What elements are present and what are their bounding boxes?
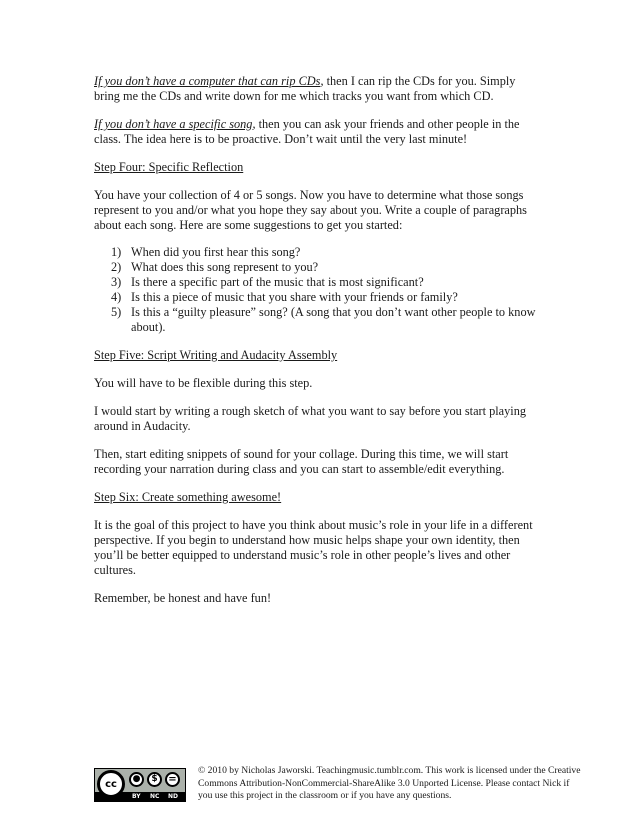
cc-logo-icon: cc (97, 770, 125, 798)
step-six-paragraph-1: It is the goal of this project to have you think about music’s role in your life in a different perspective. If you begin to understand how music helps shape your own identity, then you’ll be better equipped to understand music’s role in other people’s lives and other cultures. (94, 518, 533, 577)
noncommercial-icon: $ (147, 772, 162, 787)
by-label: BY (132, 793, 141, 800)
list-item-text: Is this a piece of music that you share with your friends or family? (131, 290, 458, 304)
nc-label: NC (150, 793, 160, 800)
suggestion-list (94, 245, 540, 335)
step-four-intro: You have your collection of 4 or 5 songs. Now you have to determine what those songs represent to you and/or what you hope they say about you. Write a couple of paragraphs about each song. Here are some suggestions to get you started: (94, 188, 527, 232)
step-five-paragraph-1: You will have to be flexible during this step. (94, 376, 313, 390)
paragraph-rip-cds (94, 74, 540, 104)
rip-cds-text: , then I can rip the CDs for you. Simply bring me the CDs and write down for me which tracks you want from which CD. (94, 74, 516, 103)
attribution-icon: ● (129, 772, 144, 787)
list-item (94, 260, 540, 275)
license-text: © 2010 by Nicholas Jaworski. Teachingmusic.tumblr.com. This work is licensed under the Creative Commons Attribution-NonCommercial-ShareAlike 3.0 Unported License. Please contact Nick if you use this project in the classroom or if you have any questions. (198, 765, 581, 801)
step-five-paragraph-2: I would start by writing a rough sketch of what you want to say before you start playing around in Audacity. (94, 404, 527, 433)
list-item (94, 305, 540, 335)
list-item-number: 5) (111, 305, 122, 319)
noderivatives-icon: = (165, 772, 180, 787)
paragraph-specific-song (94, 117, 540, 147)
list-item (94, 290, 540, 305)
list-item-number: 1) (111, 245, 122, 259)
list-item-number: 4) (111, 290, 122, 304)
footer (94, 765, 584, 807)
list-item (94, 245, 540, 260)
list-item-text: Is this a “guilty pleasure” song? (A song that you don’t want other people to know about). (131, 305, 536, 334)
list-item (94, 275, 540, 290)
list-item-text: Is there a specific part of the music that is most significant? (131, 275, 424, 289)
step-six-heading: Step Six: Create something awesome! (94, 490, 282, 504)
specific-song-lead: If you don’t have a specific song (94, 117, 253, 131)
specific-song-text: , then you can ask your friends and other people in the class. The idea here is to be proactive. Don’t wait until the very last minute! (94, 117, 520, 146)
nd-label: ND (168, 793, 179, 800)
list-item-number: 2) (111, 260, 122, 274)
step-six-paragraph-2: Remember, be honest and have fun! (94, 591, 272, 605)
step-five-heading: Step Five: Script Writing and Audacity Assembly (94, 348, 338, 362)
creative-commons-badge (94, 768, 186, 802)
rip-cds-lead: If you don’t have a computer that can rip CDs (94, 74, 321, 88)
step-four-heading: Step Four: Specific Reflection (94, 160, 244, 174)
list-item-text: When did you first hear this song? (131, 245, 301, 259)
step-five-paragraph-3: Then, start editing snippets of sound for your collage. During this time, we will start recording your narration during class and you can start to assemble/edit everything. (94, 447, 509, 476)
document-body (94, 74, 540, 619)
list-item-number: 3) (111, 275, 122, 289)
list-item-text: What does this song represent to you? (131, 260, 319, 274)
